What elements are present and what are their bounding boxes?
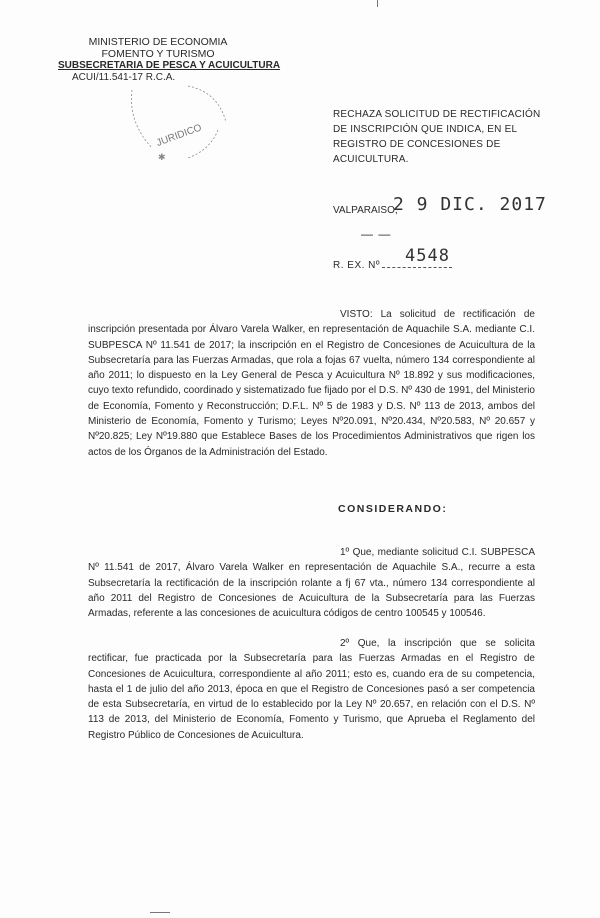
bottom-edge-mark [150, 912, 170, 913]
considerando-paragraph-1: 1º Que, mediante solicitud C.I. SUBPESCA Nº 11.541 de 2017, Álvaro Varela Walker en representación de Aquachile S.A., recurre a esta Subsecretaría la rectificación de la inscripción rolante a fj 67 vta., número 134 correspondiente al año 2011 del Registro de Concesiones de Acuicultura de la Subsecretaría para las Fuerzas Armadas, referente a las concesiones de acuicultura códigos de centro 100545 y 100546. [88, 547, 535, 620]
juridico-seal-stamp [118, 82, 246, 164]
subsecretaria-name: SUBSECRETARIA DE PESCA Y ACUICULTURA [58, 60, 281, 71]
date-stamp: 2 9 DIC. 2017 [393, 194, 547, 215]
resolution-number: 4548 [405, 246, 450, 266]
considerando-heading: CONSIDERANDO: [338, 503, 448, 515]
visto-paragraph: VISTO: La solicitud de rectificación de inscripción presentada por Álvaro Varela Walker, en representación de Aquachile S.A. mediante C.I. SUBPESCA Nº 11.541 de 2017; la inscripción en el Registro de Concesiones de Acuicultura de la Subsecretaría para las Fuerzas Armadas, que rola a fojas 67 vuelta, número 134 correspondiente al año 2011; lo dispuesto en la Ley General de Pesca y Acuicultura Nº 18.892 y sus modificaciones, cuyo texto refundido, coordinado y sistematizado fue fijado por el D.S. Nº 430 de 1991, del Ministerio de Economía, Fomento y Reconstrucción; D.F.L. Nº 5 de 1983 y D.S. Nº 113 de 2013, ambos del Ministerio de Economía, Fomento y Turismo; Leyes Nº20.091, Nº20.434, Nº20.583, Nº 20.657 y Nº20.825; Ley Nº19.880 que Establece Bases de los Procedimientos Administrativos que rigen los actos de los Órganos de la Administración del Estado. [88, 309, 535, 458]
resolution-underline [382, 267, 452, 268]
resolution-label: R. EX. Nº [333, 260, 381, 271]
ministry-subtitle: FOMENTO Y TURISMO [101, 48, 215, 60]
top-edge-mark [377, 0, 378, 7]
letterhead [58, 36, 281, 84]
place-label: VALPARAISO, [333, 205, 398, 216]
res-dash-mark: — — [361, 227, 392, 241]
seal-center-text: JURIDICO [155, 122, 204, 149]
file-code: ACUI/11.541-17 R.C.A. [72, 72, 176, 83]
considerando-paragraph-2: 2º Que, la inscripción que se solicita rectificar, fue practicada por la Subsecretaría para las Fuerzas Armadas en el Registro de Concesiones de Acuicultura, correspondiente al año 2011; esto es, cuando era de su competencia, hasta el 1 de julio del año 2013, época en que el Registro de Concesiones pasó a ser competencia de esta Subsecretaría, en virtud de lo establecido por la Ley Nº 20.657, en relación con el D.S. Nº 113 de 2013, del Ministerio de Economía, Fomento y Turismo, que Aprueba el Reglamento del Registro Público de Concesiones de Acuicultura. [88, 638, 535, 741]
seal-star-icon: ✱ [158, 152, 166, 162]
resolution-title: RECHAZA SOLICITUD DE RECTIFICACIÓN DE INSCRIPCIÓN QUE INDICA, EN EL REGISTRO DE CONCESIONES DE ACUICULTURA. [333, 109, 541, 165]
ministry-name: MINISTERIO DE ECONOMIA [88, 36, 228, 48]
